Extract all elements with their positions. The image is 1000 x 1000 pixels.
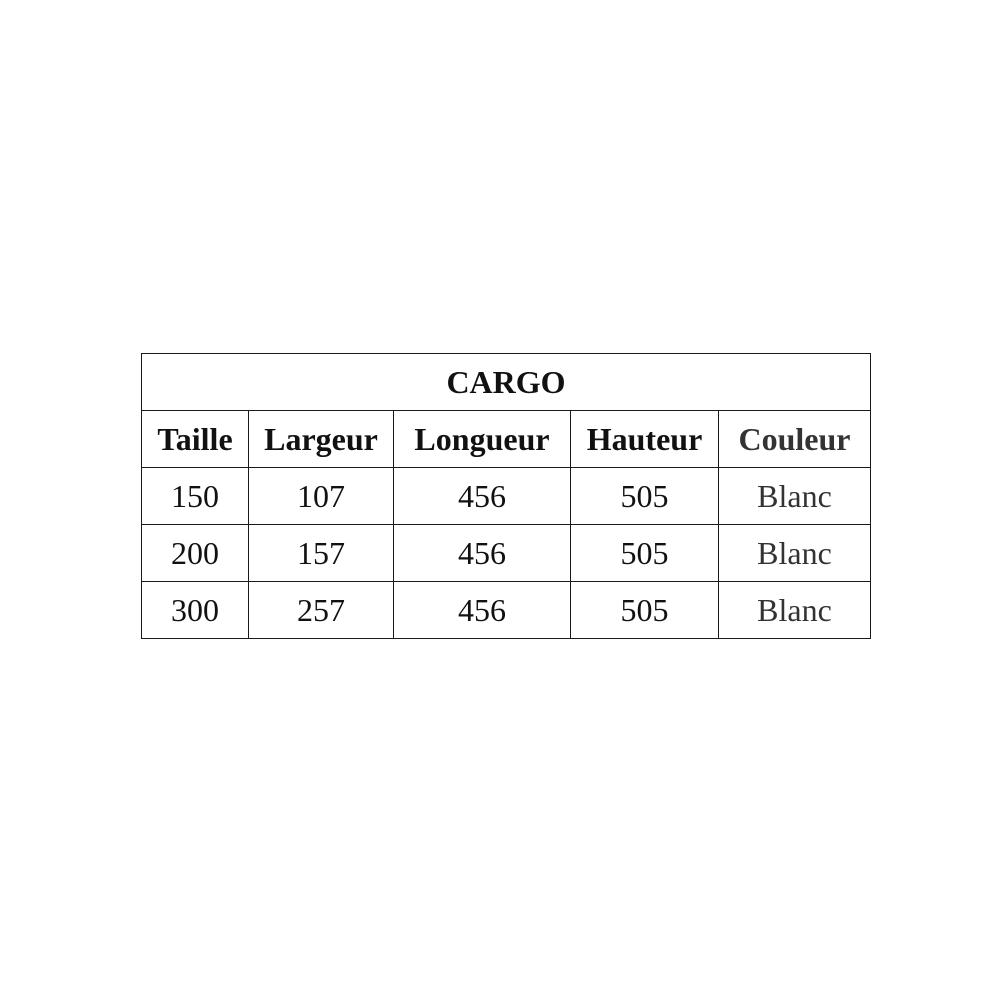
table-cell: 157 bbox=[249, 525, 394, 582]
table-header-row bbox=[142, 411, 871, 468]
table-cell: 107 bbox=[249, 468, 394, 525]
table-cell: 200 bbox=[142, 525, 249, 582]
table-row bbox=[142, 525, 871, 582]
table-cell: 456 bbox=[394, 525, 571, 582]
table-cell: Blanc bbox=[719, 582, 871, 639]
table-cell: Blanc bbox=[719, 468, 871, 525]
table-cell: 456 bbox=[394, 582, 571, 639]
column-header-hauteur: Hauteur bbox=[571, 411, 719, 468]
table-cell: 505 bbox=[571, 525, 719, 582]
table-cell: 300 bbox=[142, 582, 249, 639]
cargo-table bbox=[141, 353, 871, 639]
table-cell: 505 bbox=[571, 468, 719, 525]
column-header-longueur: Longueur bbox=[394, 411, 571, 468]
table-title: CARGO bbox=[142, 354, 871, 411]
table-cell: 257 bbox=[249, 582, 394, 639]
column-header-largeur: Largeur bbox=[249, 411, 394, 468]
table-row bbox=[142, 582, 871, 639]
table-cell: 456 bbox=[394, 468, 571, 525]
table-row bbox=[142, 468, 871, 525]
table-cell: 150 bbox=[142, 468, 249, 525]
column-header-couleur: Couleur bbox=[719, 411, 871, 468]
table-cell: Blanc bbox=[719, 525, 871, 582]
table-title-row bbox=[142, 354, 871, 411]
table-cell: 505 bbox=[571, 582, 719, 639]
column-header-taille: Taille bbox=[142, 411, 249, 468]
